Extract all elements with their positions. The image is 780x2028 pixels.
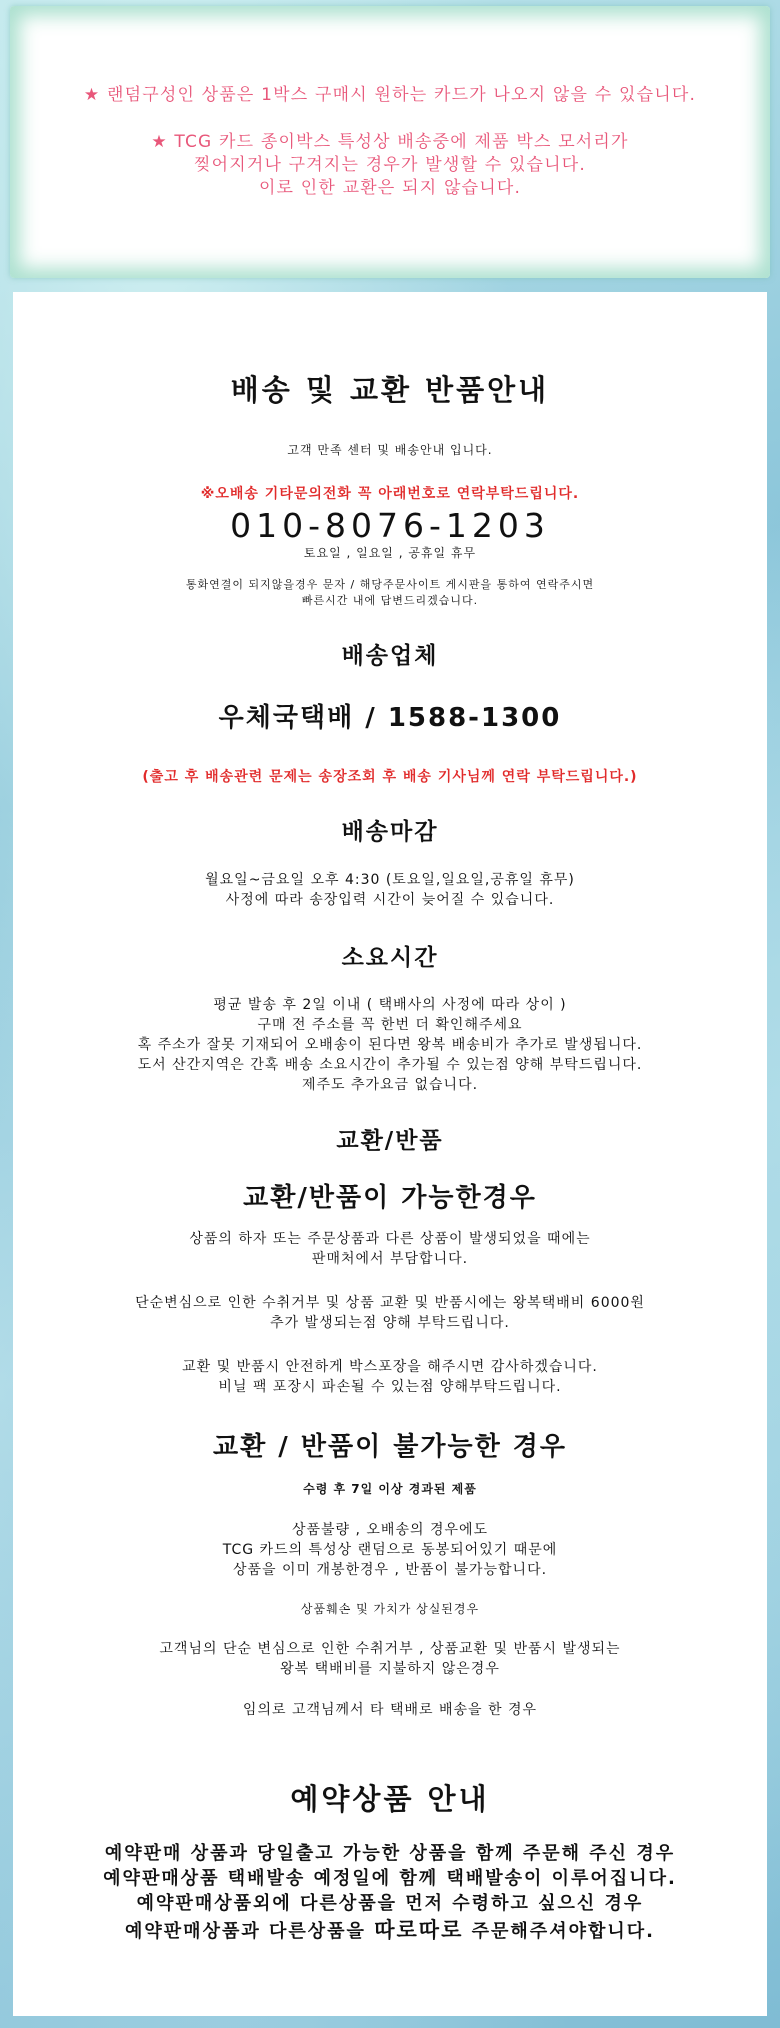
preorder-line-2: 예약판매상품 택배발송 예정일에 함께 택배발송이 이루어집니다. (103, 1868, 677, 1889)
impossible-line-5: 상품훼손 및 가치가 상실된경우 (300, 1602, 480, 1616)
duration-line-5: 제주도 추가요금 없습니다. (301, 1077, 479, 1093)
duration-line-1: 평균 발송 후 2일 이내 ( 택배사의 사정에 따라 상이 ) (213, 997, 567, 1013)
impossible-line-7: 왕복 택배비를 지불하지 않은경우 (280, 1661, 500, 1677)
cutoff-line-1: 월요일~금요일 오후 4:30 (토요일,일요일,공휴일 휴무) (205, 872, 575, 888)
impossible-line-1: 수령 후 7일 이상 경과된 제품 (303, 1482, 477, 1496)
possible-line-3: 단순변심으로 인한 수취거부 및 상품 교환 및 반품시에는 왕복택배비 6000원 (135, 1295, 645, 1311)
exchange-impossible-heading: 교환 / 반품이 불가능한 경우 (213, 1432, 567, 1462)
preorder-heading: 예약상품 안내 (290, 1782, 490, 1816)
impossible-line-4: 상품을 이미 개봉한경우 , 반품이 불가능합니다. (232, 1562, 548, 1578)
notice-line-box-damage-2: 찢어지거나 구겨지는 경우가 발생할 수 있습니다. (193, 155, 587, 175)
carrier-heading: 배송업체 (341, 643, 439, 669)
contact-phone: 010-8076-1203 (230, 506, 550, 545)
cutoff-line-2: 사정에 따라 송장입력 시간이 늦어질 수 있습니다. (225, 892, 555, 908)
preorder-line-3: 예약판매상품외에 다른상품을 먼저 수령하고 싶으신 경우 (136, 1893, 644, 1914)
exchange-possible-heading: 교환/반품이 가능한경우 (243, 1183, 537, 1213)
possible-line-4: 추가 발생되는점 양해 부탁드립니다. (270, 1315, 510, 1331)
possible-line-6: 비닐 팩 포장시 파손될 수 있는점 양해부탁드립니다. (218, 1379, 562, 1395)
duration-line-4: 도서 산간지역은 간혹 배송 소요시간이 추가될 수 있는점 양해 부탁드립니다. (137, 1057, 643, 1073)
preorder-line-4-start: 예약판매상품과 다른상품을 (125, 1921, 375, 1942)
shipping-info-panel (13, 292, 767, 2016)
preorder-line-4-end: 주문해주셔야합니다. (463, 1921, 655, 1942)
exchange-heading: 교환/반품 (336, 1128, 444, 1154)
preorder-separately-emphasis: 따로따로 (374, 1918, 464, 1942)
preorder-line-1: 예약판매 상품과 당일출고 가능한 상품을 함께 주문해 주신 경우 (104, 1843, 676, 1864)
carrier-note: (출고 후 배송관련 문제는 송장조회 후 배송 기사님께 연락 부탁드립니다.) (142, 769, 638, 785)
notice-line-random: ★ 랜덤구성인 상품은 1박스 구매시 원하는 카드가 나오지 않을 수 있습니다. (83, 85, 697, 105)
notice-line-box-damage: ★ TCG 카드 종이박스 특성상 배송중에 제품 박스 모서리가 (151, 132, 629, 152)
possible-line-5: 교환 및 반품시 안전하게 박스포장을 해주시면 감사하겠습니다. (182, 1359, 598, 1375)
page-subtitle: 고객 만족 센터 및 배송안내 입니다. (287, 443, 493, 457)
impossible-line-8: 임의로 고객님께서 타 택배로 배송을 한 경우 (242, 1702, 538, 1718)
notice-box (10, 6, 770, 278)
notice-line-no-exchange: 이로 인한 교환은 되지 않습니다. (258, 178, 522, 198)
contact-note-2: 빠른시간 내에 답변드리겠습니다. (301, 594, 479, 607)
page-title: 배송 및 교환 반품안내 (230, 373, 550, 407)
duration-line-3: 혹 주소가 잘못 기재되어 오배송이 된다면 왕복 배송비가 추가로 발생됩니다. (137, 1037, 643, 1053)
duration-heading: 소요시간 (341, 945, 439, 971)
duration-line-2: 구매 전 주소를 꼭 한번 더 확인해주세요 (257, 1017, 523, 1033)
contact-note-1: 통화연결이 되지않을경우 문자 / 해당주문사이트 게시판을 통하여 연락주시면 (185, 578, 595, 591)
wrong-delivery-notice: ※오배송 기타문의전화 꼭 아래번호로 연락부탁드립니다. (200, 486, 580, 502)
closed-days: 토요일 , 일요일 , 공휴일 휴무 (303, 546, 477, 560)
possible-line-1: 상품의 하자 또는 주문상품과 다른 상품이 발생되었을 때에는 (189, 1231, 591, 1247)
possible-line-2: 판매처에서 부담합니다. (311, 1251, 469, 1267)
cutoff-heading: 배송마감 (341, 819, 439, 845)
carrier-name: 우체국택배 / 1588-1300 (218, 703, 562, 733)
impossible-line-2: 상품불량 , 오배송의 경우에도 (291, 1522, 489, 1538)
impossible-line-6: 고객님의 단순 변심으로 인한 수취거부 , 상품교환 및 반품시 발생되는 (159, 1641, 621, 1657)
impossible-line-3: TCG 카드의 특성상 랜덤으로 동봉되어있기 때문에 (222, 1542, 558, 1558)
preorder-line-4 (13, 1916, 767, 1946)
